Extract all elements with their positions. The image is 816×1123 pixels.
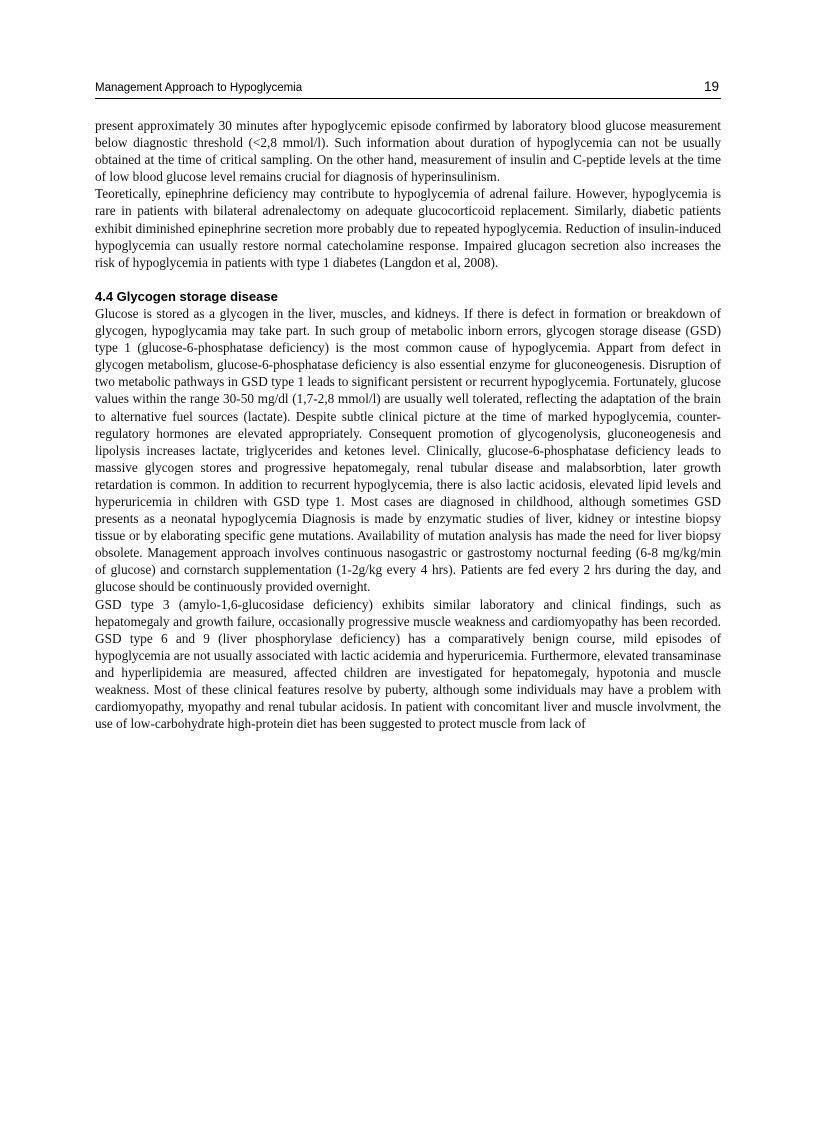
running-title: Management Approach to Hypoglycemia [95,82,303,94]
page-header [95,79,721,99]
paragraph-gsd-type-3-6-9: GSD type 3 (amylo-1,6-glucosidase deficiency) exhibits similar laboratory and clinical findings, such as hepatomegaly and growth failure, occasionally progressive muscle weakness and cardiomyopathy has been recorded. GSD type 6 and 9 (liver phosphorylase deficiency) has a comparatively benign course, mild episodes of hypoglycemia are not usually associated with lactic acidemia and hyperuricemia. Furthermore, elevated transaminase and hyperlipidemia are measured, affected children are investigated for hepatomegaly, hypotonia and muscle weakness. Most of these clinical features resolve by puberty, although some individuals may have a problem with cardiomyopathy, myopathy and renal tubular acidosis. In patient with concomitant liver and muscle involvment, the use of low-carbohydrate high-protein diet has been suggested to protect muscle from lack of [95,596,721,732]
section-heading: 4.4 Glycogen storage disease [95,288,278,304]
paragraph-hyperinsulinism-sampling: present approximately 30 minutes after hypoglycemic episode confirmed by laboratory blood glucose measurement below diagnostic threshold (<2,8 mmol/l). Such information about duration of hypoglycemia can not be usually obtained at the time of critical sampling. On the other hand, measurement of insulin and C-peptide levels at the time of low blood glucose level remains crucial for diagnosis of hyperinsulinism. [95,118,721,185]
paragraph-epinephrine-deficiency: Teoretically, epinephrine deficiency may contribute to hypoglycemia of adrenal failure. However, hypoglycemia is rare in patients with bilateral adrenalectomy on adequate glucocorticoid replacement. Similarly, diabetic patients exhibit diminished epinephrine secretion more probably due to repeated hypoglycemia. Reduction of insulin-induced hypoglycemia can usually restore normal catecholamine response. Impaired glucagon secretion also increases the risk of hypoglycemia in patients with type 1 diabetes (Langdon et al, 2008). [95,186,721,270]
page-number: 19 [703,79,719,94]
page-body [95,117,721,732]
paragraph-gsd-type-1: Glucose is stored as a glycogen in the liver, muscles, and kidneys. If there is defect in formation or breakdown of glycogen, hypoglycamia may take part. In such group of metabolic inborn errors, glycogen storage disease (GSD) type 1 (glucose-6-phosphatase deficiency) is the most common cause of hypoglycemia. Appart from defect in glycogen metabolism, glucose-6-phosphatase deficiency is also essential enzyme for gluconeogenesis. Disruption of two metabolic pathways in GSD type 1 leads to significant persistent or recurrent hypoglycemia. Fortunately, glucose values within the range 30-50 mg/dl (1,7-2,8 mmol/l) are usually well tolerated, reflecting the adaptation of the brain to alternative fuel sources (lactate). Despite subtle clinical picture at the time of marked hypoglycemia, counter-regulatory hormones are elevated appropriately. Consequent promotion of glycogenolysis, gluconeogenesis and lipolysis increases lactate, triglycerides and ketones level. Clinically, glucose-6-phosphatase deficiency leads to massive glycogen stores and progressive hepatomegaly, renal tubular disease and malabsorbtion, later growth retardation is common. In addition to recurrent hypoglycemia, there is also lactic acidosis, elevated lipid levels and hyperuricemia in children with GSD type 1. Most cases are diagnosed in childhood, although sometimes GSD presents as a neonatal hypoglycemia Diagnosis is made by enzymatic studies of liver, kidney or intestine biopsy tissue or by elaborating specific gene mutations. Availability of mutation analysis has made the need for liver biopsy obsolete. Management approach involves continuous nasogastric or gastrostomy nocturnal feeding (6-8 mg/kg/min of glucose) and cornstarch supplementation (1-2g/kg every 4 hrs). Patients are fed every 2 hrs during the day, and glucose should be continuously provided overnight. [95,305,721,595]
